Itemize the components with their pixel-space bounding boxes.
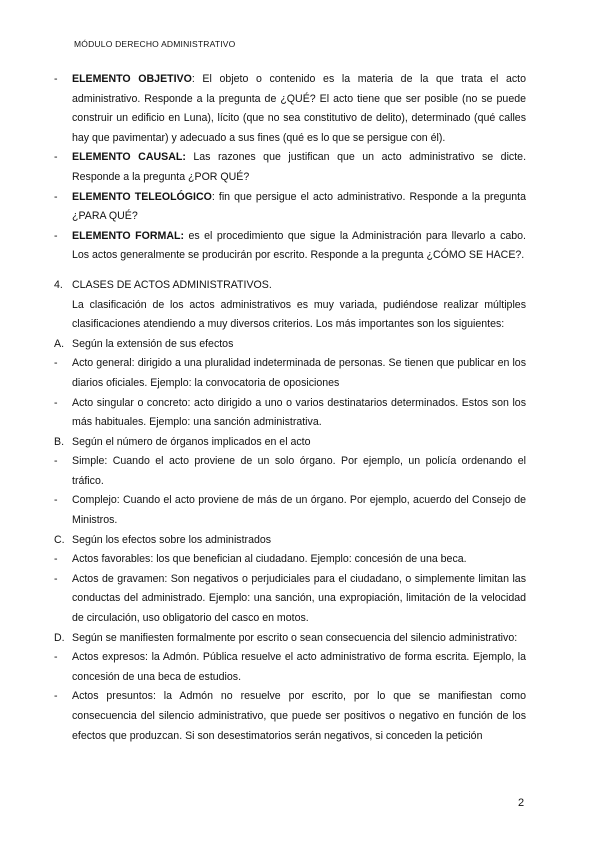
group-heading-c bbox=[54, 531, 526, 551]
element-item-objetivo bbox=[54, 70, 526, 148]
page-body bbox=[54, 70, 526, 746]
element-text: : El objeto o contenido es la materia de la que trata el acto administrativo. Responde a la pregunta de ¿QUÉ? El acto tiene que ser posible (no se puede construir un edificio en Luna), lícito (que no sea constitutivo de delito), determinado (qué calles hay que pavimentar) y adecuado a sus fines (qué es lo que se persigue con él). bbox=[72, 73, 526, 144]
bullet-marker: - bbox=[54, 151, 58, 164]
bullet-marker: - bbox=[54, 572, 58, 585]
section-intro bbox=[54, 296, 526, 335]
list-item-text: Actos favorables: los que benefician al ciudadano. Ejemplo: concesión de una beca. bbox=[72, 553, 467, 566]
bullet-marker: - bbox=[54, 455, 58, 468]
group-heading-d bbox=[54, 629, 526, 649]
list-item bbox=[54, 354, 526, 393]
list-item-text: Acto general: dirigido a una pluralidad indeterminada de personas. Se tienen que publicar en los diarios oficiales. Ejemplo: la convocatoria de oposiciones bbox=[72, 357, 526, 389]
group-letter: A. bbox=[54, 337, 65, 350]
element-title: ELEMENTO OBJETIVO bbox=[72, 73, 192, 85]
bullet-marker: - bbox=[54, 690, 58, 703]
element-item-causal bbox=[54, 148, 526, 187]
list-item-text: Actos de gravamen: Son negativos o perjudiciales para el ciudadano, o simplemente limitan las conductas del administrado. Ejemplo: una sanción, una expropiación, limitación de la velocidad de circulación, uso obligatorio del casco en motos. bbox=[72, 572, 526, 625]
bullet-marker: - bbox=[54, 73, 58, 85]
section-intro-text: La clasificación de los actos administrativos es muy variada, pudiéndose realizar múltiples clasificaciones atendiendo a muy diversos criterios. Los más importantes son los siguientes: bbox=[72, 298, 526, 331]
bullet-marker: - bbox=[54, 190, 58, 203]
bullet-marker: - bbox=[54, 651, 58, 664]
list-item-text: Acto singular o concreto: acto dirigido a uno o varios destinatarios determinados. Estos son los más habituales. Ejemplo: una sanción administrativa. bbox=[72, 396, 526, 429]
element-title: ELEMENTO FORMAL: bbox=[72, 229, 184, 242]
group-title: Según la extensión de sus efectos bbox=[72, 337, 234, 350]
bullet-marker: - bbox=[54, 553, 58, 566]
group-title: Según se manifiesten formalmente por escrito o sean consecuencia del silencio administrativo: bbox=[72, 631, 518, 644]
group-letter: D. bbox=[54, 631, 65, 644]
group-title: Según los efectos sobre los administrados bbox=[72, 533, 272, 546]
group-letter: B. bbox=[54, 435, 65, 448]
group-heading-a bbox=[54, 335, 526, 355]
section-title: CLASES DE ACTOS ADMINISTRATIVOS. bbox=[72, 278, 272, 291]
section-gap bbox=[54, 266, 526, 276]
element-text: Las razones que justifican que un acto administrativo se dicte. Responde a la pregunta ¿POR QUÉ? bbox=[72, 151, 527, 183]
list-item bbox=[54, 491, 526, 530]
list-item-text: Simple: Cuando el acto proviene de un solo órgano. Por ejemplo, un policía ordenando el tráfico. bbox=[72, 455, 526, 487]
list-item-text: Actos presuntos: la Admón no resuelve por escrito, por lo que se manifiestan como consecuencia del silencio administrativo, que puede ser positivos o negativo en función de los efectos que produzcan. Si son desestimatorios serán negativos, si conceden la petición bbox=[72, 690, 526, 742]
element-title: ELEMENTO CAUSAL: bbox=[72, 151, 186, 164]
list-item bbox=[54, 570, 526, 629]
list-item-text: Actos expresos: la Admón. Pública resuelve el acto administrativo de forma escrita. Ejemplo, la concesión de una beca de estudios. bbox=[72, 651, 526, 683]
bullet-marker: - bbox=[54, 357, 58, 370]
bullet-marker: - bbox=[54, 396, 58, 409]
group-letter: C. bbox=[54, 533, 65, 546]
list-item bbox=[54, 648, 526, 687]
bullet-marker: - bbox=[54, 494, 58, 507]
list-item bbox=[54, 687, 526, 746]
group-heading-b bbox=[54, 433, 526, 453]
element-title: ELEMENTO TELEOLÓGICO bbox=[72, 190, 212, 203]
bullet-marker: - bbox=[54, 229, 58, 242]
element-text: : fin que persigue el acto administrativo. Responde a la pregunta ¿PARA QUÉ? bbox=[72, 190, 526, 223]
list-item bbox=[54, 452, 526, 491]
element-item-teleologico bbox=[54, 188, 526, 227]
list-item bbox=[54, 550, 526, 570]
page-header: MÓDULO DERECHO ADMINISTRATIVO bbox=[74, 39, 236, 49]
list-item-text: Complejo: Cuando el acto proviene de más de un órgano. Por ejemplo, acuerdo del Consejo de Ministros. bbox=[72, 494, 526, 527]
element-item-formal bbox=[54, 227, 526, 266]
section-heading bbox=[54, 276, 526, 296]
group-title: Según el número de órganos implicados en el acto bbox=[72, 435, 311, 448]
element-text: es el procedimiento que sigue la Administración para llevarlo a cabo. Los actos generalmente se producirán por escrito. Responde a la pregunta ¿CÓMO SE HACE?. bbox=[72, 229, 526, 262]
section-number: 4. bbox=[54, 278, 63, 291]
page-number: 2 bbox=[518, 797, 525, 809]
list-item bbox=[54, 394, 526, 433]
